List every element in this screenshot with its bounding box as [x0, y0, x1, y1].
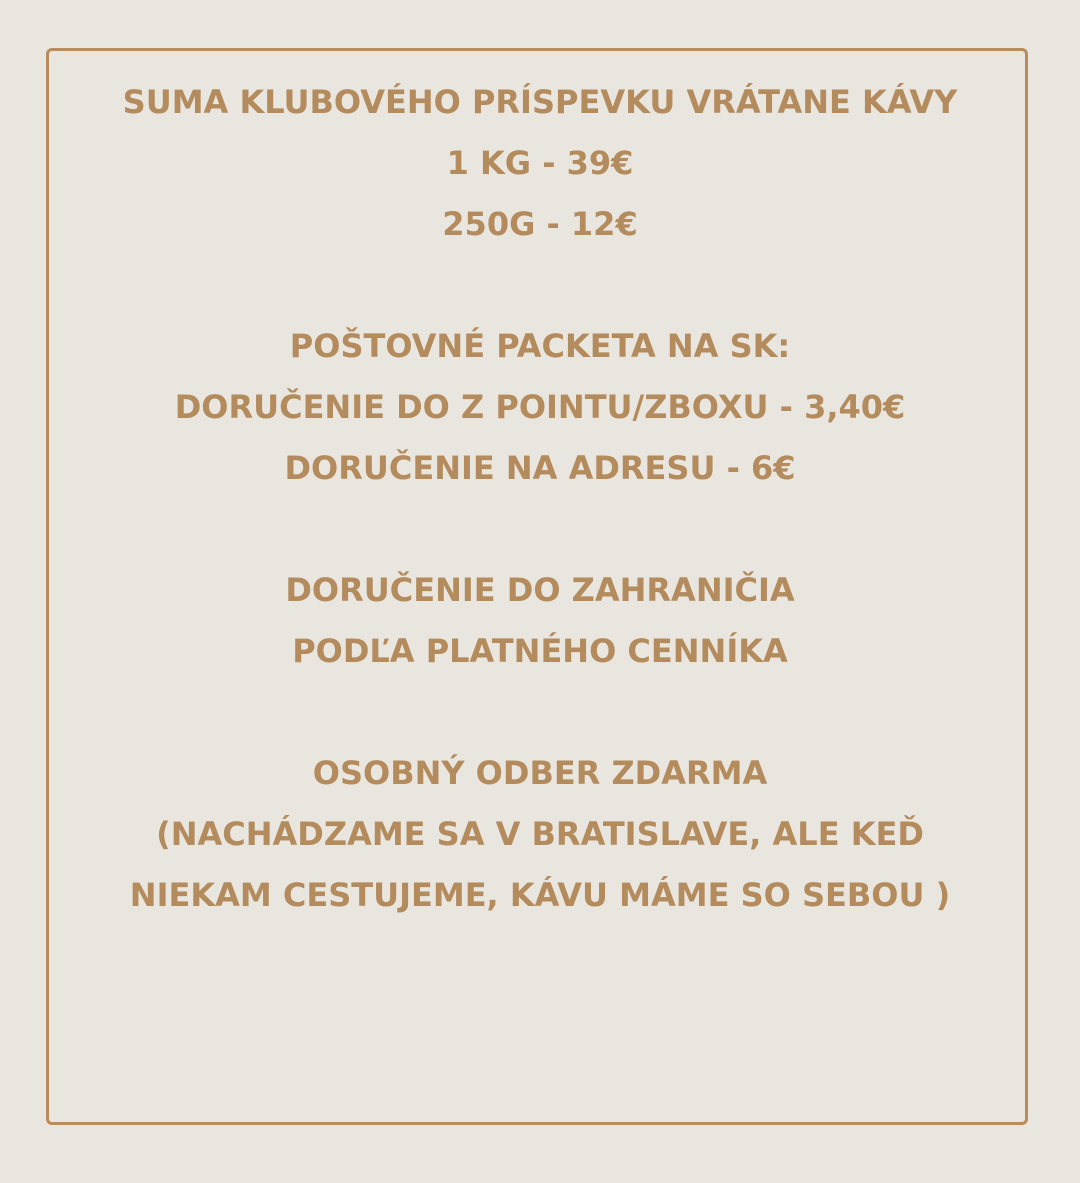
shipping-abroad-note: PODĽA PLATNÉHO CENNÍKA [292, 632, 788, 670]
price-250g: 250G - 12€ [442, 205, 638, 243]
price-1kg: 1 KG - 39€ [446, 144, 634, 182]
shipping-zpoint: DORUČENIE DO Z POINTU/ZBOXU - 3,40€ [174, 388, 906, 426]
shipping-sk-title: POŠTOVNÉ PACKETA NA SK: [289, 327, 791, 365]
pricing-title: SUMA KLUBOVÉHO PRÍSPEVKU VRÁTANE KÁVY [122, 83, 958, 121]
pickup-note-line2: NIEKAM CESTUJEME, KÁVU MÁME SO SEBOU ) [129, 876, 951, 914]
shipping-abroad-title: DORUČENIE DO ZAHRANIČIA [285, 571, 795, 609]
pickup-title: OSOBNÝ ODBER ZDARMA [312, 754, 768, 792]
pickup-note-line1: (NACHÁDZAME SA V BRATISLAVE, ALE KEĎ [156, 815, 924, 853]
shipping-address: DORUČENIE NA ADRESU - 6€ [284, 449, 796, 487]
